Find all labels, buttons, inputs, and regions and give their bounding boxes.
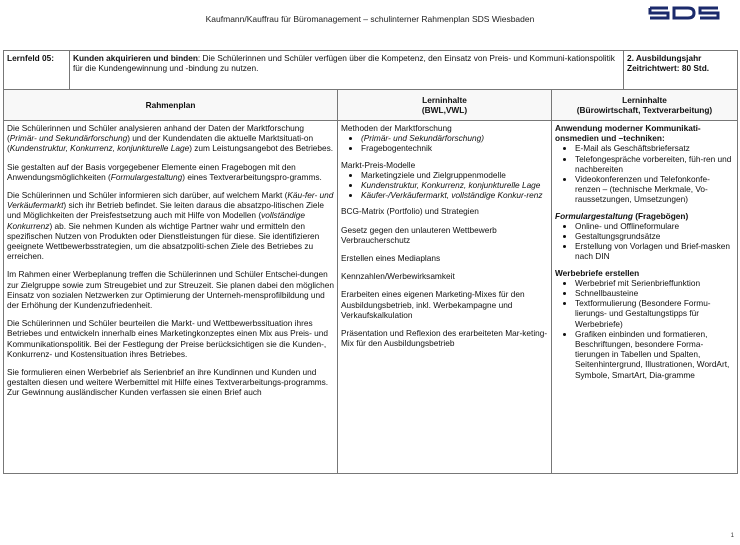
curriculum-table (3, 50, 738, 474)
bwl-paragraph: Präsentation und Reflexion des erarbeiteten Mar-keting-Mix für den Ausbildungsbetrieb (341, 328, 548, 349)
lerninhalte-buero-cell (552, 121, 738, 474)
rahmenplan-paragraph: Die Schülerinnen und Schüler analysieren anhand der Daten der Marktforschung (Primär- und Sekundärforschung) und der Kundendaten die aktuelle Marktsituati-on (Kundenstruktur, Konkurrenz, konjunkturelle Lage) zum Leistungsangebot des Betriebes. (7, 123, 334, 154)
col-rahmenplan: Rahmenplan (4, 90, 338, 121)
rahmenplan-paragraph: Im Rahmen einer Werbeplanung treffen die Schülerinnen und Schüler Entschei-dungen zur Zielgruppe sowie zum Streugebiet und zur Streuzeit. Sie planen dabei den möglichen Einsatz von sozialen Netzwerken zur Optimierung der Unterneh-mensprofilbildung und der Erhöhung der Kundenzufriedenheit. (7, 269, 334, 311)
section-title: Anwendung moderner Kommunikati-onsmedien und –techniken: (555, 123, 701, 144)
bullet-list (555, 143, 734, 204)
rahmenplan-paragraph: Sie gestalten auf der Basis vorgegebener Elemente einen Fragebogen mit den Anwendungsmöglichkeiten (Formulargestaltung) eines Textverarbeitungspro-gramms. (7, 161, 322, 182)
list-item: • Käufer-/Verkäufermarkt, vollständige Konkur-renz (361, 190, 548, 200)
rahmenplan-paragraph: Die Schülerinnen und Schüler beurteilen die Markt- und Wettbewerbssituation ihres Betriebes und entwickeln innerhalb eines Marketingkonzeptes einen Mix aus Preis- und Kommunikationspolitik. Bei der Festlegung der Preise berücksichtigen sie die Kunden-, Konkurrenz- und Kostensituation ihres Betriebes. (7, 318, 328, 359)
list-item: • E-Mail als Geschäftsbriefersatz (575, 143, 734, 153)
sds-logo (648, 4, 720, 22)
list-item: • Textformulierung (Besondere Formu-lierungs- und Gestaltungstipps für Werbebriefe) (575, 298, 734, 329)
section-title: Formulargestaltung (Fragebögen) (555, 210, 689, 221)
list-item: • Werbebrief mit Serienbrieffunktion (575, 278, 734, 288)
list-item: • Grafiken einbinden und formatieren, Beschriftungen, besondere Forma-tierungen in Tabellen und Spalten, Seitenhintergrund, Illustrationen, WordArt, Symbole, SmartArt, Dia-gramme (575, 329, 734, 380)
column-header-row (4, 90, 738, 121)
content-row (4, 121, 738, 474)
page-number: 1 (730, 533, 734, 539)
page-header: Kaufmann/Kauffrau für Büromanagement – schulinterner Rahmenplan SDS Wiesbaden (205, 14, 535, 24)
lerninhalte-bwl-cell (338, 121, 552, 474)
bwl-paragraph: Kennzahlen/Werbewirksamkeit (341, 271, 455, 282)
section-title: Markt-Preis-Modelle (341, 159, 416, 170)
list-item: • Kundenstruktur, Konkurrenz, konjunkturelle Lage (361, 180, 548, 190)
section-title: Werbebriefe erstellen (555, 267, 640, 278)
lernfeld-topic: Kunden akquirieren und binden: Die Schülerinnen und Schüler verfügen über die Kompetenz, den Einsatz von Preis- und Kommuni-kationspolitik für die Kundengewinnung und -bindung zu nutzen. (70, 51, 624, 90)
lernfeld-label: Lernfeld 05: (4, 51, 70, 90)
bullet-list (341, 170, 548, 201)
rahmenplan-cell (4, 121, 338, 474)
ausbildungsjahr: 2. Ausbildungsjahr Zeitrichtwert: 80 Std. (624, 51, 738, 90)
rahmenplan-paragraph: Sie formulieren einen Werbebrief als Serienbrief an ihre Kundinnen und Kunden und gestalten diesen und weitere Werbemittel mit Hilfe eines Textverarbeitungs-programms. Zur Gewinnung ausländischer Kunden verfassen sie einen Brief auch (7, 367, 329, 398)
list-item: • Marketingziele und Zielgruppenmodelle (361, 170, 548, 180)
bwl-paragraph: Erstellen eines Mediaplans (341, 253, 441, 264)
col-lerninhalte-buero: Lerninhalte (Bürowirtschaft, Textverarbeitung) (552, 90, 738, 121)
list-item: • Schnellbausteine (575, 288, 734, 298)
bwl-paragraph: Erarbeiten eines eigenen Marketing-Mixes für den Ausbildungsbetrieb, inkl. Werbekampagne und Verkaufskalkulation (341, 289, 525, 320)
bwl-paragraph: Gesetz gegen den unlauteren Wettbewerb Verbraucherschutz (341, 224, 497, 245)
bullet-list (341, 133, 548, 153)
bwl-paragraph: BCG-Matrix (Portfolio) und Strategien (341, 206, 479, 217)
list-item: • (Primär- und Sekundärforschung) (361, 133, 548, 143)
list-item: • Erstellung von Vorlagen und Brief-masken nach DIN (575, 241, 734, 261)
list-item: • Gestaltungsgrundsätze (575, 231, 734, 241)
rahmenplan-paragraph: Die Schülerinnen und Schüler informieren sich darüber, auf welchem Markt (Käu-fer- und Verkäufermarkt) sich ihr Betrieb befindet. Sie leiten daraus die absatzpo-litischen Ziele und Möglichkeiten der Preisfestsetzung auch mit Hilfe von Modellen (vollständige Konkurrenz) ab. Sie nehmen Kunden als wichtige Partner wahr und ermitteln den spezifischen Nutzen von Produkten oder Dienstleistungen für diese. Sie identifizieren geeignete Wettbewerbsstrategien, um die absatzpoliti-schen Ziele des Betriebes zu erreichen. (7, 190, 334, 262)
section-title: Methoden der Marktforschung (341, 123, 452, 133)
bullet-list (555, 278, 734, 380)
list-item: • Videokonferenzen und Telefonkonfe-renzen – (technische Merkmale, Vo-raussetzungen, Umsetzungen) (575, 174, 734, 205)
bullet-list (555, 221, 734, 262)
list-item: • Telefongespräche vorbereiten, füh-ren und nachbereiten (575, 154, 734, 174)
list-item: • Fragebogentechnik (361, 143, 548, 153)
lernfeld-row (4, 51, 738, 90)
col-lerninhalte-bwl: Lerninhalte (BWL,VWL) (338, 90, 552, 121)
list-item: • Online- und Offlineformulare (575, 221, 734, 231)
